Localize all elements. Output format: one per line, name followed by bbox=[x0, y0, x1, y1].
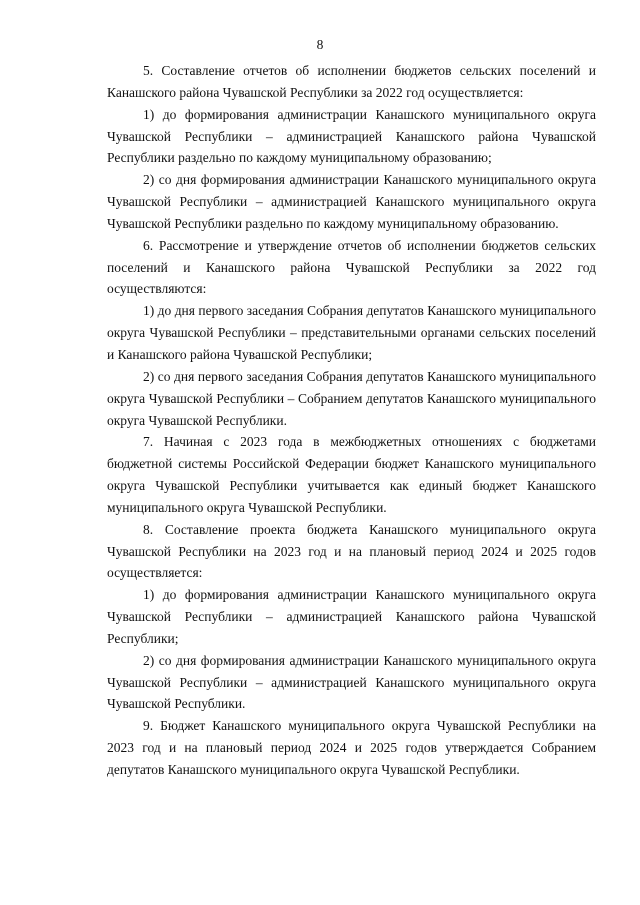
page-number: 8 bbox=[316, 37, 324, 52]
paragraph-8-item-2: 2) со дня формирования администрации Канашского муниципального округа Чувашской Республики – администрацией Канашского муниципального округа Чувашской Республики. bbox=[107, 652, 596, 712]
paragraph-5-item-2: 2) со дня формирования администрации Канашского муниципального округа Чувашской Республики – администрацией Канашского муниципального округа Чувашской Республики раздельно по каждому муниципальному образованию. bbox=[107, 172, 596, 231]
paragraph-7: 7. Начиная с 2023 года в межбюджетных отношениях с бюджетами бюджетной системы Российской Федерации бюджет Канашского муниципального округа Чувашской Республики учитывается как единый бюджет Канашского муниципального округа Чувашской Республики. bbox=[107, 434, 596, 515]
paragraph-6-item-1: 1) до дня первого заседания Собрания депутатов Канашского муниципального округа Чувашской Республики – представительными органами сельских поселений и Канашского района Чувашской Республики; bbox=[107, 303, 596, 362]
paragraph-5-item-1: 1) до формирования администрации Канашского муниципального округа Чувашской Республики – администрацией Канашского района Чувашской Республики раздельно по каждому муниципальному образованию; bbox=[107, 106, 596, 166]
paragraph-6: 6. Рассмотрение и утверждение отчетов об исполнении бюджетов сельских поселений и Канашского района Чувашской Республики за 2022 год осуществляются: bbox=[107, 237, 596, 297]
paragraph-8-item-1: 1) до формирования администрации Канашского муниципального округа Чувашской Республики – администрацией Канашского района Чувашской Республики; bbox=[107, 587, 596, 646]
paragraph-8: 8. Составление проекта бюджета Канашского муниципального округа Чувашской Республики на 2023 год и на плановый период 2024 и 2025 годов осуществляется: bbox=[107, 521, 596, 581]
paragraph-5: 5. Составление отчетов об исполнении бюджетов сельских поселений и Канашского района Чувашской Республики за 2022 год осуществляется: bbox=[107, 63, 596, 100]
paragraph-6-item-2: 2) со дня первого заседания Собрания депутатов Канашского муниципального округа Чувашской Республики – Собранием депутатов Канашского муниципального округа Чувашской Республики. bbox=[107, 368, 596, 428]
document-body bbox=[107, 60, 596, 781]
paragraph-9: 9. Бюджет Канашского муниципального округа Чувашской Республики на 2023 год и на плановый период 2024 и 2025 годов утверждается Собранием депутатов Канашского муниципального округа Чувашской Республики. bbox=[107, 718, 596, 777]
